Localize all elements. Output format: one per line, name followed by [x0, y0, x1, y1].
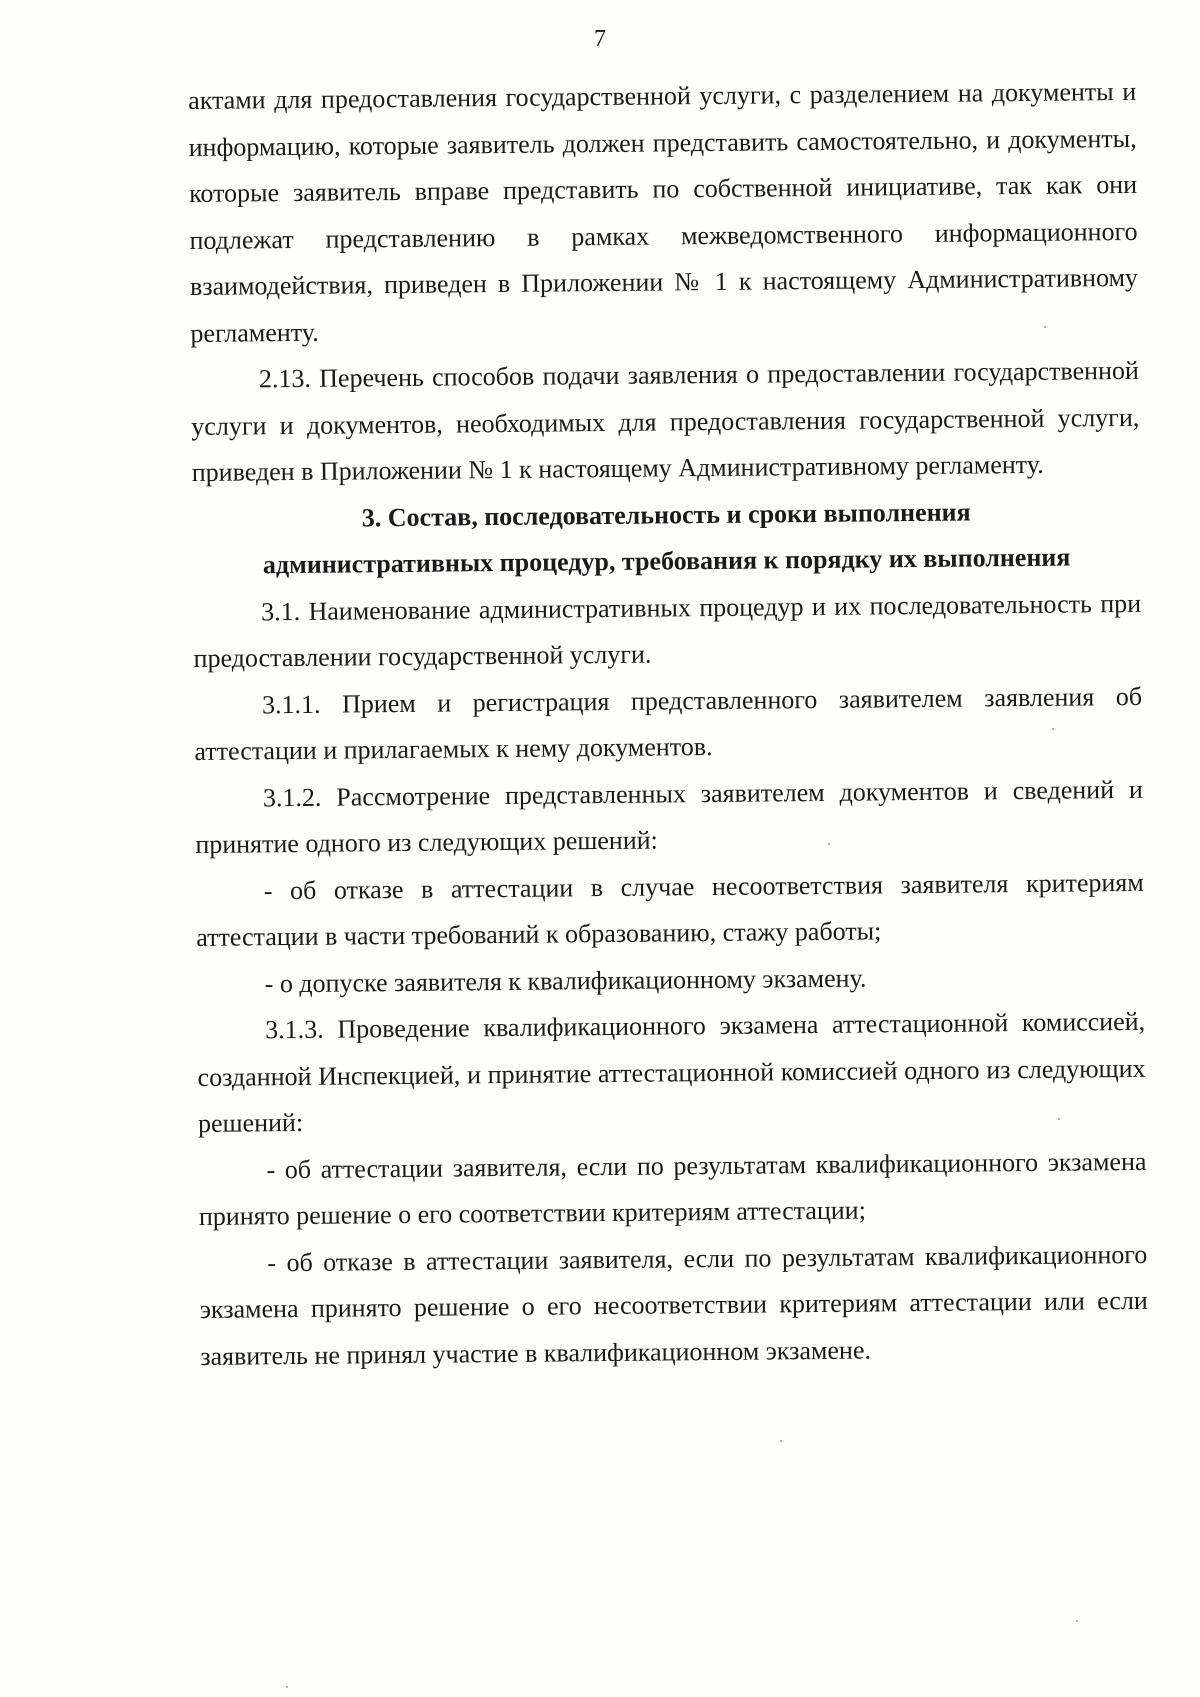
paragraph-3-1-3: 3.1.3. Проведение квалификационного экзамена аттестационной комиссией, созданной Инспекцией, и принятие аттестационной комиссией одного из следующих решений:: [197, 1006, 1146, 1138]
scan-speck: [1052, 728, 1054, 730]
scan-speck: [1044, 326, 1046, 328]
list-item-refusal-criteria: - об отказе в аттестации в случае несоответствия заявителя критериям аттестации в части требований к образованию, стажу работы;: [196, 867, 1144, 952]
paragraph-documents-list: актами для предоставления государственной услуги, с разделением на документы и информацию, которые заявитель должен представить самостоятельно, и документы, которые заявитель вправе представить по собственной инициативе, так как они подлежат представлению в рамках межведомственного информационного взаимодействия, приведен в Приложении № 1 к настоящему Административному регламенту.: [188, 76, 1139, 348]
scan-speck: [780, 1440, 782, 1442]
list-item-attestation-granted: - об аттестации заявителя, если по результатам квалификационного экзамена принято решение о его соответствии критериям аттестации;: [198, 1146, 1147, 1231]
paragraph-3-1-1: 3.1.1. Прием и регистрация представленного заявителем заявления об аттестации и прилагаемых к нему документов.: [194, 681, 1143, 766]
paragraph-3-1-2: 3.1.2. Рассмотрение представленных заявителем документов и сведений и принятие одного из следующих решений:: [195, 774, 1144, 859]
scan-speck: [828, 843, 830, 845]
section-heading-line-2: административных процедур, требования к порядку их выполнения: [262, 542, 1071, 580]
paragraph-3-1: 3.1. Наименование административных процедур и их последовательность при предоставлении государственной услуги.: [193, 588, 1142, 673]
scan-speck: [286, 1686, 288, 1688]
document-body: [188, 69, 1148, 1380]
paragraph-2-13: 2.13. Перечень способов подачи заявления о предоставлении государственной услуги и документов, необходимых для предоставления государственной услуги, приведен в Приложении № 1 к настоящему Административному регламенту.: [191, 355, 1140, 487]
list-item-exam-admission: - о допуске заявителя к квалификационному экзамену.: [264, 963, 867, 998]
section-3-heading: [192, 487, 1141, 589]
scan-speck: [1058, 1118, 1060, 1120]
page-number: 7: [594, 26, 606, 52]
scan-speck: [1076, 1620, 1078, 1622]
section-heading-line-1: 3. Состав, последовательность и сроки выполнения: [361, 497, 971, 532]
list-item-attestation-refused: - об отказе в аттестации заявителя, если по результатам квалификационного экзамена принято решение о его несоответствии критериям аттестации или если заявитель не принял участие в квалификационном экзамене.: [199, 1239, 1148, 1371]
